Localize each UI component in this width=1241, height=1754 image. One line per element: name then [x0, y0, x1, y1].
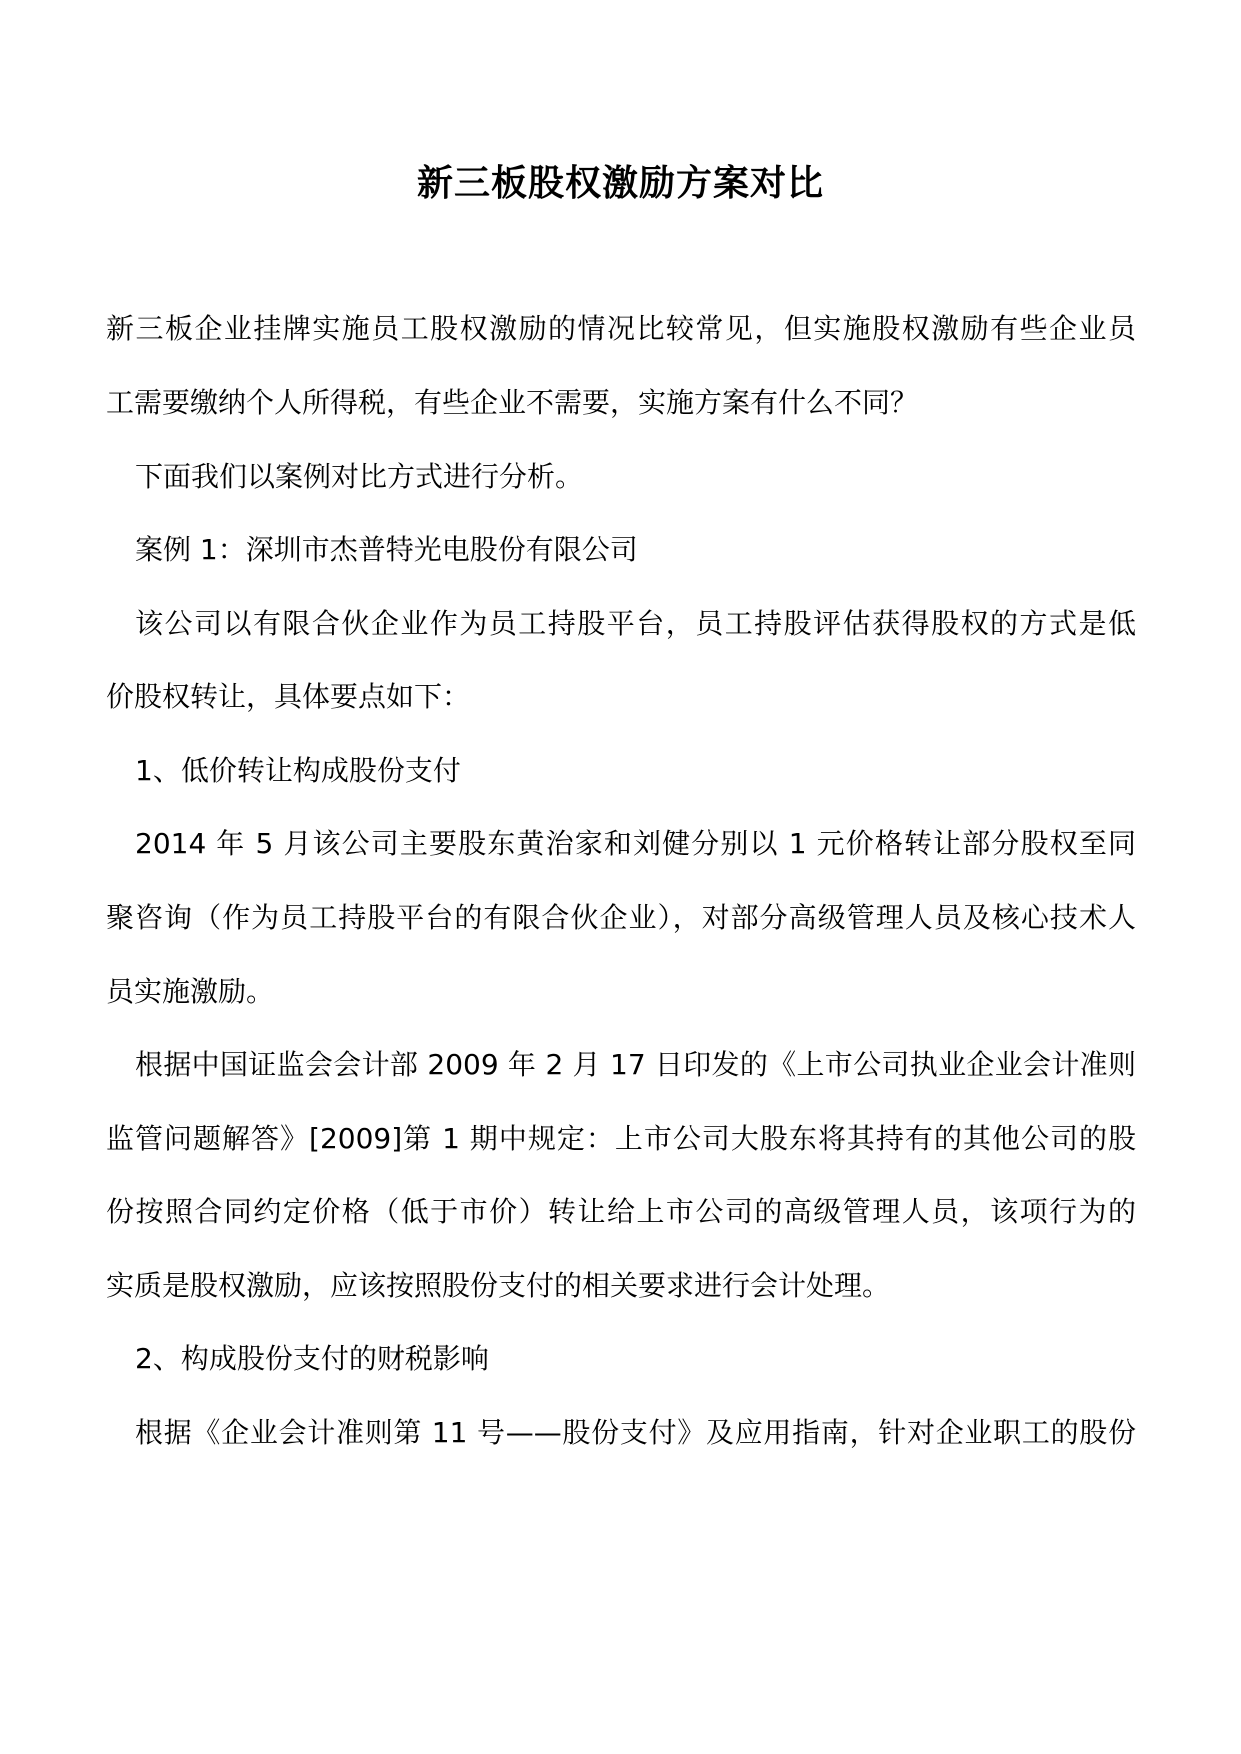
paragraph-3-line-1: 案例 1：深圳市杰普特光电股份有限公司 — [135, 533, 638, 566]
paragraph-1-line-2: 工需要缴纳个人所得税，有些企业不需要，实施方案有什么不同？ — [106, 386, 919, 419]
document-title: 新三板股权激励方案对比 — [416, 163, 824, 204]
paragraph-2-line-1: 下面我们以案例对比方式进行分析。 — [135, 460, 584, 493]
paragraph-1-line-1: 新三板企业挂牌实施员工股权激励的情况比较常见，但实施股权激励有些企业员 — [106, 312, 1136, 345]
paragraph-7-line-4: 实质是股权激励，应该按照股份支付的相关要求进行会计处理。 — [106, 1269, 891, 1302]
paragraph-5-line-1: 1、低价转让构成股份支付 — [135, 754, 461, 787]
paragraph-7-line-2: 监管问题解答》[2009]第 1 期中规定：上市公司大股东将其持有的其他公司的股 — [106, 1122, 1136, 1155]
paragraph-9-line-1: 根据《企业会计准则第 11 号——股份支付》及应用指南，针对企业职工的股份 — [135, 1416, 1136, 1449]
paragraph-8-line-1: 2、构成股份支付的财税影响 — [135, 1342, 489, 1375]
paragraph-6-line-2: 聚咨询（作为员工持股平台的有限合伙企业），对部分高级管理人员及核心技术人 — [106, 901, 1136, 934]
paragraph-7-line-1: 根据中国证监会会计部 2009 年 2 月 17 日印发的《上市公司执业企业会计准则 — [135, 1048, 1136, 1081]
paragraph-7-line-3: 份按照合同约定价格（低于市价）转让给上市公司的高级管理人员，该项行为的 — [106, 1195, 1136, 1228]
paragraph-4-line-2: 价股权转让，具体要点如下： — [106, 680, 471, 713]
paragraph-6-line-3: 员实施激励。 — [106, 975, 275, 1008]
paragraph-6-line-1: 2014 年 5 月该公司主要股东黄治家和刘健分别以 1 元价格转让部分股权至同 — [135, 827, 1136, 860]
paragraph-4-line-1: 该公司以有限合伙企业作为员工持股平台，员工持股评估获得股权的方式是低 — [135, 607, 1136, 640]
